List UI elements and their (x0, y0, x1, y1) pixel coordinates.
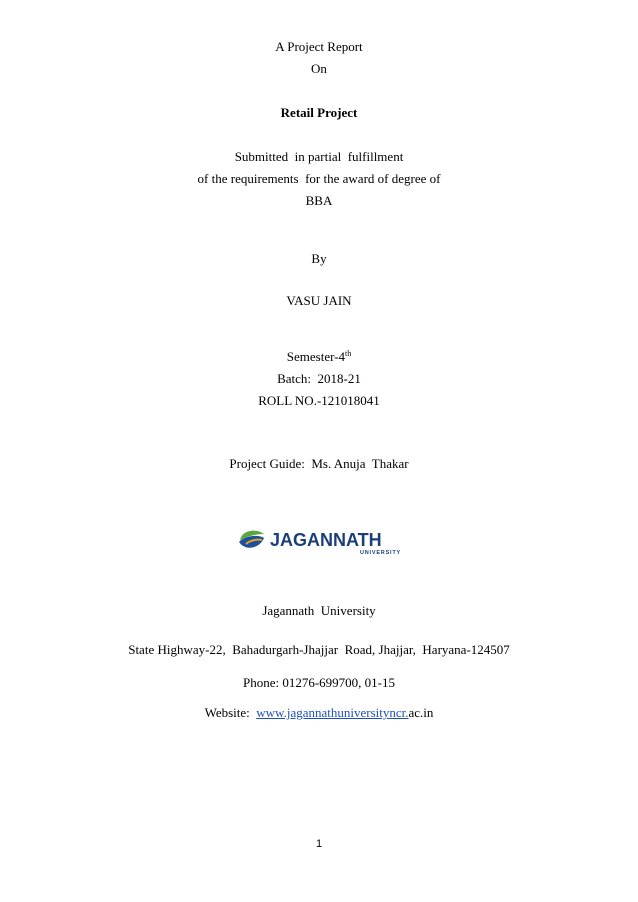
website-label: Website: (204, 705, 257, 720)
report-on: On (311, 61, 327, 76)
semester (0, 349, 638, 365)
semester-text: Semester-4 (286, 349, 345, 364)
logo-emblem-icon (236, 526, 408, 556)
university-address: State Highway-22, Bahadurgarh-Jhajjar Road, Jhajjar, Haryana-124507 (128, 642, 510, 657)
logo-subtitle: UNIVERSITY (360, 550, 402, 556)
logo-wordmark: JAGANNATH (270, 530, 382, 550)
university-name: Jagannath University (262, 603, 376, 618)
university-phone: Phone: 01276-699700, 01-15 (242, 675, 396, 690)
university-logo (236, 526, 408, 556)
batch: Batch: 2018-21 (277, 371, 361, 386)
website-tail: ac.in (408, 705, 434, 720)
by-label: By (311, 251, 327, 266)
submitted-line-1: Submitted in partial fulfillment (234, 149, 404, 164)
semester-suffix: th (345, 349, 352, 358)
page-number: 1 (315, 838, 323, 850)
project-title: Retail Project (280, 105, 358, 120)
university-website (0, 705, 638, 721)
submitted-line-2: of the requirements for the award of degree of (197, 171, 441, 186)
report-heading: A Project Report (275, 39, 363, 54)
project-guide: Project Guide: Ms. Anuja Thakar (229, 456, 409, 471)
author-name: VASU JAIN (286, 293, 352, 308)
degree: BBA (305, 193, 333, 208)
website-link[interactable]: www.jagannathuniversityncr. (256, 705, 409, 720)
roll-number: ROLL NO.-121018041 (258, 393, 380, 408)
